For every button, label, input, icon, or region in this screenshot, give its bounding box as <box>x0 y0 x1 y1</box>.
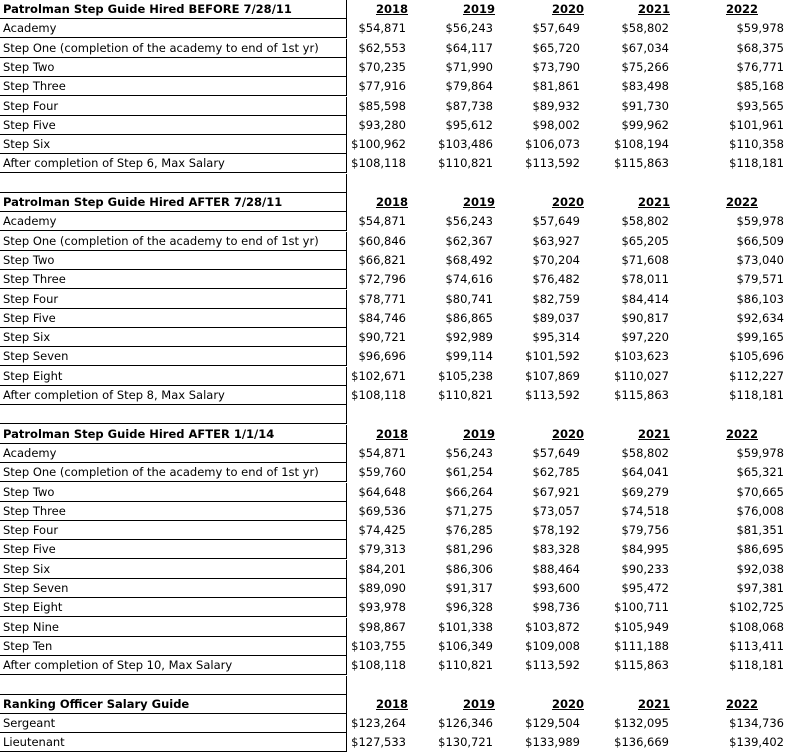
salary-cell: $67,921 <box>532 485 580 499</box>
salary-row <box>0 367 786 386</box>
salary-cell: $90,721 <box>358 330 406 344</box>
salary-cell: $79,571 <box>736 272 784 286</box>
blank-row <box>0 676 786 695</box>
salary-row <box>0 656 786 675</box>
salary-row <box>0 598 786 617</box>
year-header: 2019 <box>462 697 495 711</box>
step-label: Sergeant <box>0 714 347 733</box>
blank-cell <box>0 174 347 193</box>
salary-cell: $84,201 <box>358 562 406 576</box>
salary-row <box>0 135 786 154</box>
salary-cell: $54,871 <box>358 446 406 460</box>
salary-row <box>0 97 786 116</box>
salary-row <box>0 290 786 309</box>
salary-cell: $99,962 <box>621 118 669 132</box>
salary-cell: $108,118 <box>351 388 406 402</box>
salary-cell: $81,351 <box>736 523 784 537</box>
step-label: Step Two <box>0 58 347 77</box>
salary-cell: $98,002 <box>532 118 580 132</box>
step-label: Step Eight <box>0 598 347 617</box>
step-label: Academy <box>0 212 347 231</box>
salary-cell: $81,861 <box>532 79 580 93</box>
salary-cell: $63,927 <box>532 234 580 248</box>
step-label: Step Five <box>0 540 347 559</box>
salary-cell: $139,402 <box>729 735 784 749</box>
salary-cell: $81,296 <box>445 542 493 556</box>
salary-cell: $58,802 <box>621 21 669 35</box>
salary-cell: $91,317 <box>445 581 493 595</box>
salary-cell: $113,592 <box>525 388 580 402</box>
salary-cell: $95,314 <box>532 330 580 344</box>
salary-cell: $60,846 <box>358 234 406 248</box>
salary-row <box>0 116 786 135</box>
year-header: 2021 <box>637 2 670 16</box>
salary-cell: $92,634 <box>736 311 784 325</box>
step-label: After completion of Step 10, Max Salary <box>0 656 347 675</box>
salary-cell: $68,492 <box>445 253 493 267</box>
salary-cell: $83,498 <box>621 79 669 93</box>
year-header: 2018 <box>375 697 408 711</box>
salary-row <box>0 386 786 405</box>
step-label: Academy <box>0 444 347 463</box>
salary-cell: $110,821 <box>438 658 493 672</box>
salary-cell: $99,114 <box>445 349 493 363</box>
salary-cell: $59,978 <box>736 21 784 35</box>
salary-cell: $123,264 <box>351 716 406 730</box>
year-header: 2019 <box>462 427 495 441</box>
salary-cell: $99,165 <box>736 330 784 344</box>
salary-cell: $93,280 <box>358 118 406 132</box>
salary-cell: $89,932 <box>532 99 580 113</box>
salary-cell: $70,204 <box>532 253 580 267</box>
salary-cell: $92,038 <box>736 562 784 576</box>
salary-row <box>0 733 786 752</box>
salary-cell: $136,669 <box>614 735 669 749</box>
step-label: Step Five <box>0 309 347 328</box>
salary-cell: $69,536 <box>358 504 406 518</box>
salary-cell: $89,037 <box>532 311 580 325</box>
year-header: 2020 <box>551 2 584 16</box>
salary-cell: $62,367 <box>445 234 493 248</box>
year-header: 2019 <box>462 2 495 16</box>
step-label: Step Seven <box>0 347 347 366</box>
salary-cell: $100,962 <box>351 137 406 151</box>
blank-cell <box>0 405 347 424</box>
step-label: Step Two <box>0 483 347 502</box>
year-header: 2022 <box>725 697 758 711</box>
salary-cell: $107,869 <box>525 369 580 383</box>
salary-cell: $93,565 <box>736 99 784 113</box>
step-label: After completion of Step 6, Max Salary <box>0 154 347 173</box>
salary-cell: $78,192 <box>532 523 580 537</box>
salary-cell: $102,725 <box>729 600 784 614</box>
year-header: 2022 <box>725 195 758 209</box>
step-label: Step Six <box>0 135 347 154</box>
salary-cell: $96,328 <box>445 600 493 614</box>
salary-cell: $103,755 <box>351 639 406 653</box>
salary-cell: $95,612 <box>445 118 493 132</box>
salary-cell: $86,103 <box>736 292 784 306</box>
salary-cell: $132,095 <box>614 716 669 730</box>
salary-cell: $105,696 <box>729 349 784 363</box>
salary-cell: $115,863 <box>614 658 669 672</box>
salary-cell: $112,227 <box>729 369 784 383</box>
salary-cell: $90,233 <box>621 562 669 576</box>
salary-row <box>0 154 786 173</box>
salary-cell: $118,181 <box>729 388 784 402</box>
salary-cell: $64,117 <box>445 41 493 55</box>
salary-cell: $65,720 <box>532 41 580 55</box>
salary-cell: $57,649 <box>532 21 580 35</box>
year-header: 2020 <box>551 195 584 209</box>
salary-row <box>0 560 786 579</box>
salary-cell: $95,472 <box>621 581 669 595</box>
salary-cell: $133,989 <box>525 735 580 749</box>
salary-cell: $72,796 <box>358 272 406 286</box>
salary-cell: $109,008 <box>525 639 580 653</box>
salary-cell: $73,040 <box>736 253 784 267</box>
salary-cell: $87,738 <box>445 99 493 113</box>
salary-row <box>0 270 786 289</box>
salary-cell: $110,358 <box>729 137 784 151</box>
salary-cell: $118,181 <box>729 156 784 170</box>
step-label: Step One (completion of the academy to end of 1st yr) <box>0 39 347 58</box>
salary-row <box>0 444 786 463</box>
salary-cell: $85,168 <box>736 79 784 93</box>
salary-cell: $59,978 <box>736 446 784 460</box>
step-label: Step Nine <box>0 618 347 637</box>
salary-row <box>0 77 786 96</box>
salary-cell: $93,600 <box>532 581 580 595</box>
salary-cell: $101,338 <box>438 620 493 634</box>
salary-cell: $101,592 <box>525 349 580 363</box>
salary-cell: $85,598 <box>358 99 406 113</box>
salary-cell: $56,243 <box>445 21 493 35</box>
salary-row <box>0 19 786 38</box>
year-header: 2019 <box>462 195 495 209</box>
salary-cell: $64,041 <box>621 465 669 479</box>
salary-row <box>0 540 786 559</box>
salary-cell: $108,194 <box>614 137 669 151</box>
salary-cell: $101,961 <box>729 118 784 132</box>
salary-cell: $54,871 <box>358 21 406 35</box>
year-header: 2020 <box>551 427 584 441</box>
salary-cell: $134,736 <box>729 716 784 730</box>
salary-cell: $110,027 <box>614 369 669 383</box>
salary-cell: $74,425 <box>358 523 406 537</box>
salary-row <box>0 637 786 656</box>
step-label: Step Five <box>0 116 347 135</box>
salary-cell: $90,817 <box>621 311 669 325</box>
year-header: 2018 <box>375 195 408 209</box>
step-label: Step Eight <box>0 367 347 386</box>
salary-row <box>0 618 786 637</box>
step-label: Step Six <box>0 328 347 347</box>
salary-cell: $82,759 <box>532 292 580 306</box>
salary-cell: $79,864 <box>445 79 493 93</box>
salary-cell: $126,346 <box>438 716 493 730</box>
salary-cell: $113,411 <box>729 639 784 653</box>
step-label: Step Seven <box>0 579 347 598</box>
salary-cell: $129,504 <box>525 716 580 730</box>
step-label: Step Four <box>0 290 347 309</box>
salary-cell: $103,486 <box>438 137 493 151</box>
salary-cell: $113,592 <box>525 156 580 170</box>
salary-cell: $66,821 <box>358 253 406 267</box>
salary-cell: $56,243 <box>445 446 493 460</box>
salary-cell: $61,254 <box>445 465 493 479</box>
salary-row <box>0 483 786 502</box>
salary-cell: $89,090 <box>358 581 406 595</box>
salary-cell: $58,802 <box>621 446 669 460</box>
salary-cell: $84,995 <box>621 542 669 556</box>
salary-cell: $93,978 <box>358 600 406 614</box>
salary-cell: $80,741 <box>445 292 493 306</box>
salary-cell: $79,313 <box>358 542 406 556</box>
step-label: Step One (completion of the academy to end of 1st yr) <box>0 463 347 482</box>
blank-cell <box>0 676 347 695</box>
step-label: Lieutenant <box>0 733 347 752</box>
salary-cell: $103,872 <box>525 620 580 634</box>
section-header-row <box>0 425 786 444</box>
salary-cell: $115,863 <box>614 156 669 170</box>
salary-cell: $84,746 <box>358 311 406 325</box>
salary-cell: $77,916 <box>358 79 406 93</box>
salary-cell: $110,821 <box>438 388 493 402</box>
salary-cell: $130,721 <box>438 735 493 749</box>
salary-cell: $73,790 <box>532 60 580 74</box>
salary-cell: $103,623 <box>614 349 669 363</box>
salary-row <box>0 347 786 366</box>
salary-cell: $59,978 <box>736 214 784 228</box>
salary-cell: $70,665 <box>736 485 784 499</box>
salary-cell: $92,989 <box>445 330 493 344</box>
salary-cell: $57,649 <box>532 214 580 228</box>
salary-cell: $64,648 <box>358 485 406 499</box>
salary-cell: $65,205 <box>621 234 669 248</box>
salary-cell: $66,509 <box>736 234 784 248</box>
salary-row <box>0 502 786 521</box>
salary-cell: $78,011 <box>621 272 669 286</box>
salary-cell: $111,188 <box>614 639 669 653</box>
salary-cell: $108,068 <box>729 620 784 634</box>
salary-cell: $76,482 <box>532 272 580 286</box>
salary-cell: $106,073 <box>525 137 580 151</box>
salary-cell: $97,220 <box>621 330 669 344</box>
year-header: 2021 <box>637 427 670 441</box>
salary-cell: $98,736 <box>532 600 580 614</box>
salary-cell: $91,730 <box>621 99 669 113</box>
step-label: Step Three <box>0 502 347 521</box>
year-header: 2022 <box>725 2 758 16</box>
salary-cell: $65,321 <box>736 465 784 479</box>
salary-cell: $59,760 <box>358 465 406 479</box>
salary-cell: $66,264 <box>445 485 493 499</box>
salary-cell: $76,008 <box>736 504 784 518</box>
salary-cell: $127,533 <box>351 735 406 749</box>
salary-cell: $88,464 <box>532 562 580 576</box>
salary-row <box>0 232 786 251</box>
salary-row <box>0 521 786 540</box>
section-title: Ranking Officer Salary Guide <box>0 695 347 714</box>
year-header: 2022 <box>725 427 758 441</box>
salary-cell: $76,285 <box>445 523 493 537</box>
salary-cell: $62,785 <box>532 465 580 479</box>
salary-cell: $70,235 <box>358 60 406 74</box>
salary-cell: $108,118 <box>351 658 406 672</box>
step-label: Step Three <box>0 270 347 289</box>
step-label: Step Two <box>0 251 347 270</box>
salary-row <box>0 212 786 231</box>
salary-row <box>0 309 786 328</box>
year-header: 2020 <box>551 697 584 711</box>
salary-cell: $84,414 <box>621 292 669 306</box>
salary-cell: $58,802 <box>621 214 669 228</box>
salary-row <box>0 579 786 598</box>
salary-cell: $68,375 <box>736 41 784 55</box>
salary-cell: $56,243 <box>445 214 493 228</box>
salary-cell: $115,863 <box>614 388 669 402</box>
salary-cell: $71,275 <box>445 504 493 518</box>
salary-row <box>0 251 786 270</box>
salary-row <box>0 328 786 347</box>
step-label: Academy <box>0 19 347 38</box>
salary-cell: $105,238 <box>438 369 493 383</box>
section-header-row <box>0 695 786 714</box>
salary-cell: $102,671 <box>351 369 406 383</box>
section-header-row <box>0 0 786 19</box>
salary-cell: $110,821 <box>438 156 493 170</box>
salary-cell: $74,518 <box>621 504 669 518</box>
salary-cell: $86,865 <box>445 311 493 325</box>
step-label: After completion of Step 8, Max Salary <box>0 386 347 405</box>
year-header: 2018 <box>375 2 408 16</box>
salary-cell: $79,756 <box>621 523 669 537</box>
step-label: Step Four <box>0 97 347 116</box>
salary-cell: $62,553 <box>358 41 406 55</box>
year-header: 2021 <box>637 697 670 711</box>
year-header: 2021 <box>637 195 670 209</box>
salary-cell: $86,695 <box>736 542 784 556</box>
salary-cell: $96,696 <box>358 349 406 363</box>
salary-cell: $74,616 <box>445 272 493 286</box>
salary-cell: $106,349 <box>438 639 493 653</box>
salary-cell: $97,381 <box>736 581 784 595</box>
salary-cell: $75,266 <box>621 60 669 74</box>
salary-cell: $108,118 <box>351 156 406 170</box>
salary-cell: $98,867 <box>358 620 406 634</box>
section-header-row <box>0 193 786 212</box>
section-title: Patrolman Step Guide Hired AFTER 1/1/14 <box>0 425 347 444</box>
salary-cell: $118,181 <box>729 658 784 672</box>
section-title: Patrolman Step Guide Hired AFTER 7/28/11 <box>0 193 347 212</box>
salary-row <box>0 58 786 77</box>
salary-cell: $105,949 <box>614 620 669 634</box>
step-label: Step Three <box>0 77 347 96</box>
salary-row <box>0 714 786 733</box>
blank-row <box>0 174 786 193</box>
step-label: Step Ten <box>0 637 347 656</box>
salary-cell: $54,871 <box>358 214 406 228</box>
salary-row <box>0 39 786 58</box>
salary-cell: $113,592 <box>525 658 580 672</box>
salary-row <box>0 463 786 482</box>
step-label: Step Six <box>0 560 347 579</box>
salary-cell: $86,306 <box>445 562 493 576</box>
salary-cell: $69,279 <box>621 485 669 499</box>
salary-cell: $71,990 <box>445 60 493 74</box>
step-label: Step One (completion of the academy to end of 1st yr) <box>0 232 347 251</box>
salary-cell: $76,771 <box>736 60 784 74</box>
salary-cell: $67,034 <box>621 41 669 55</box>
salary-cell: $57,649 <box>532 446 580 460</box>
step-label: Step Four <box>0 521 347 540</box>
salary-cell: $83,328 <box>532 542 580 556</box>
salary-cell: $71,608 <box>621 253 669 267</box>
year-header: 2018 <box>375 427 408 441</box>
section-title: Patrolman Step Guide Hired BEFORE 7/28/11 <box>0 0 347 19</box>
blank-row <box>0 405 786 424</box>
salary-cell: $100,711 <box>614 600 669 614</box>
salary-cell: $78,771 <box>358 292 406 306</box>
salary-cell: $73,057 <box>532 504 580 518</box>
